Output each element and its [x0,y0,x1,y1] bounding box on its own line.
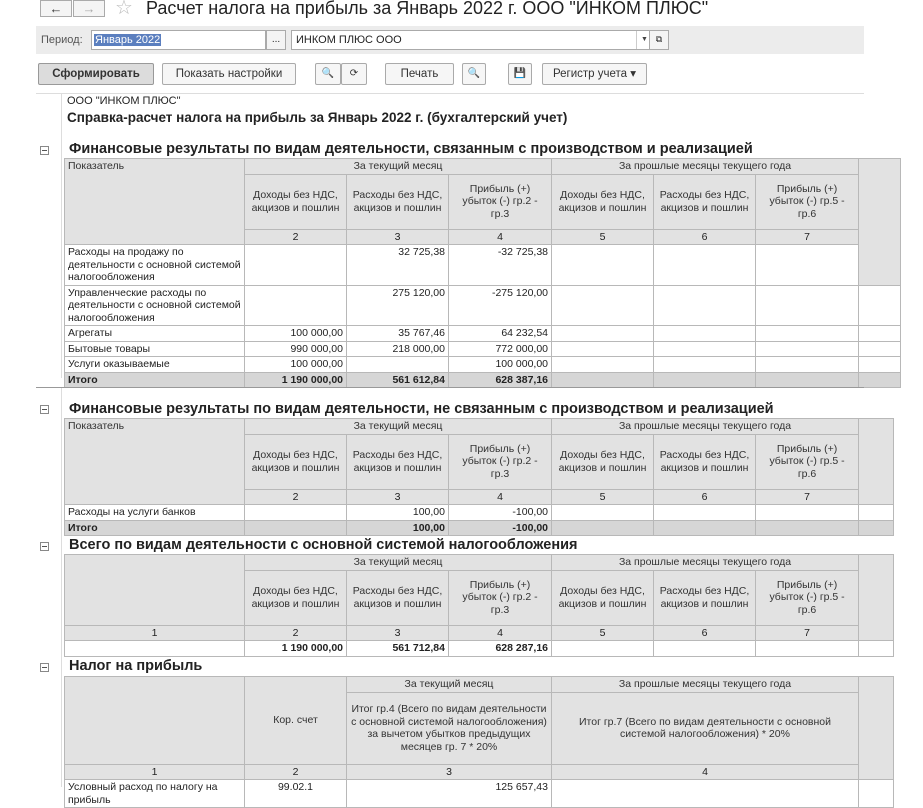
report-title: Справка-расчет налога на прибыль за Январь 2022 г. (бухгалтерский учет) [67,110,568,125]
organization-input[interactable] [291,30,653,50]
column-number: 5 [552,489,654,505]
report-pane-top [36,93,864,386]
column-number: 7 [756,489,859,505]
show-settings-button[interactable]: Показать настройки [162,63,296,85]
print-button[interactable]: Печать [385,63,454,85]
column-number: 3 [347,764,552,780]
column-number: 3 [347,625,449,641]
collapse-icon[interactable] [40,405,49,414]
column-number: 3 [347,229,449,245]
favorite-star-icon[interactable]: ☆ [115,0,133,19]
column-number: 1 [65,764,245,780]
column-number: 2 [245,764,347,780]
period-input[interactable] [91,30,266,50]
table-row: Расходы на услуги банков 100,00 -100,00 [65,505,894,521]
previous-months-header: За прошлые месяцы текущего года [552,555,859,571]
period-select-button[interactable]: ... [266,30,286,50]
column-number: 6 [654,625,756,641]
current-month-header: За текущий месяц [245,555,552,571]
expense-header: Расходы без НДС, акцизов и пошлин [347,174,449,229]
save-icon[interactable]: 💾 [508,63,532,85]
current-month-header: За текущий месяц [245,419,552,435]
expense-header: Расходы без НДС, акцизов и пошлин [654,174,756,229]
previous-tax-description: Итог гр.7 (Всего по видам деятельности с основной системой налогообложения) * 20% [552,692,859,764]
profit-header: Прибыль (+) убыток (-) гр.2 - гр.3 [449,570,552,625]
expense-header: Расходы без НДС, акцизов и пошлин [347,570,449,625]
table-row: Управленческие расходы по деятельности с основной системой налогообложения 275 120,00 -275 120,00 [65,285,901,326]
collapse-icon[interactable] [40,663,49,672]
table-total-activities [64,554,894,657]
column-number: 5 [552,229,654,245]
indicator-header: Показатель [65,419,245,505]
search-next-icon[interactable]: ⟳ [341,63,367,85]
column-number: 3 [347,489,449,505]
report-org: ООО "ИНКОМ ПЛЮС" [67,95,181,107]
section-title: Налог на прибыль [69,658,203,674]
column-number: 2 [245,229,347,245]
column-number: 4 [449,489,552,505]
chevron-down-icon[interactable]: ▼ [636,31,652,49]
previous-months-header: За прошлые месяцы текущего года [552,159,859,175]
forward-button[interactable]: → [73,0,105,17]
column-number: 6 [654,489,756,505]
previous-months-header: За прошлые месяцы текущего года [552,677,859,693]
column-number: 4 [552,764,859,780]
table-row: Бытовые товары 990 000,00 218 000,00 772 000,00 [65,341,901,357]
profit-header: Прибыль (+) убыток (-) гр.5 - гр.6 [756,174,859,229]
current-month-header: За текущий месяц [347,677,552,693]
search-icon[interactable]: 🔍 [315,63,341,85]
generate-button[interactable]: Сформировать [38,63,154,85]
total-row: 1 190 000,00 561 712,84 628 287,16 [65,641,894,657]
column-number: 1 [65,625,245,641]
income-header: Доходы без НДС, акцизов и пошлин [245,174,347,229]
table-row: Услуги оказываемые 100 000,00 100 000,00 [65,357,901,373]
register-dropdown-button[interactable]: Регистр учета ▾ [542,63,647,85]
profit-header: Прибыль (+) убыток (-) гр.5 - гр.6 [756,434,859,489]
window-title: Расчет налога на прибыль за Январь 2022 г. ООО "ИНКОМ ПЛЮС" [146,0,709,18]
table-profit-tax [64,676,894,808]
table-row: Расходы на продажу по деятельности с основной системой налогообложения 32 725,38 -32 725,38 [65,245,901,286]
column-number: 2 [245,625,347,641]
account-header: Кор. счет [245,677,347,765]
section-title: Финансовые результаты по видам деятельности, не связанным с производством и реализацией [69,401,774,417]
back-button[interactable]: ← [40,0,72,17]
column-number: 7 [756,625,859,641]
collapse-icon[interactable] [40,542,49,551]
column-number: 7 [756,229,859,245]
current-tax-description: Итог гр.4 (Всего по видам деятельности с основной системой налогообложения) за вычетом убытков предыдущих месяцев гр. 7 * 20% [347,692,552,764]
expense-header: Расходы без НДС, акцизов и пошлин [654,434,756,489]
period-value: Январь 2022 [95,34,161,46]
expense-header: Расходы без НДС, акцизов и пошлин [347,434,449,489]
print-preview-icon[interactable]: 🔍 [462,63,486,85]
expense-header: Расходы без НДС, акцизов и пошлин [654,570,756,625]
profit-header: Прибыль (+) убыток (-) гр.2 - гр.3 [449,434,552,489]
open-organization-icon[interactable]: ⧉ [649,30,669,50]
indicator-header: Показатель [65,159,245,245]
profit-header: Прибыль (+) убыток (-) гр.5 - гр.6 [756,570,859,625]
period-bar [36,26,864,54]
column-number: 2 [245,489,347,505]
period-label: Период: [41,34,83,46]
total-row: Итого 1 190 000,00 561 612,84 628 387,16 [65,372,901,388]
organization-value: ИНКОМ ПЛЮС ООО [296,34,402,46]
column-number: 5 [552,625,654,641]
income-header: Доходы без НДС, акцизов и пошлин [552,570,654,625]
total-row: Итого 100,00 -100,00 [65,520,894,536]
current-month-header: За текущий месяц [245,159,552,175]
report-margin [36,94,62,378]
income-header: Доходы без НДС, акцизов и пошлин [245,434,347,489]
window-titlebar [0,0,923,22]
report-pane-bottom [36,387,864,806]
column-number: 4 [449,229,552,245]
section-title: Всего по видам деятельности с основной системой налогообложения [69,537,578,553]
previous-months-header: За прошлые месяцы текущего года [552,419,859,435]
table-non-production [64,418,894,536]
column-number: 4 [449,625,552,641]
collapse-icon[interactable] [40,146,49,155]
income-header: Доходы без НДС, акцизов и пошлин [552,434,654,489]
table-row: Условный расход по налогу на прибыль 99.02.1 125 657,43 [65,780,894,808]
table-production [64,158,901,388]
income-header: Доходы без НДС, акцизов и пошлин [245,570,347,625]
column-number: 6 [654,229,756,245]
report-margin [36,388,62,787]
income-header: Доходы без НДС, акцизов и пошлин [552,174,654,229]
profit-header: Прибыль (+) убыток (-) гр.2 - гр.3 [449,174,552,229]
table-row: Агрегаты 100 000,00 35 767,46 64 232,54 [65,326,901,342]
section-title: Финансовые результаты по видам деятельности, связанным с производством и реализацией [69,141,753,157]
